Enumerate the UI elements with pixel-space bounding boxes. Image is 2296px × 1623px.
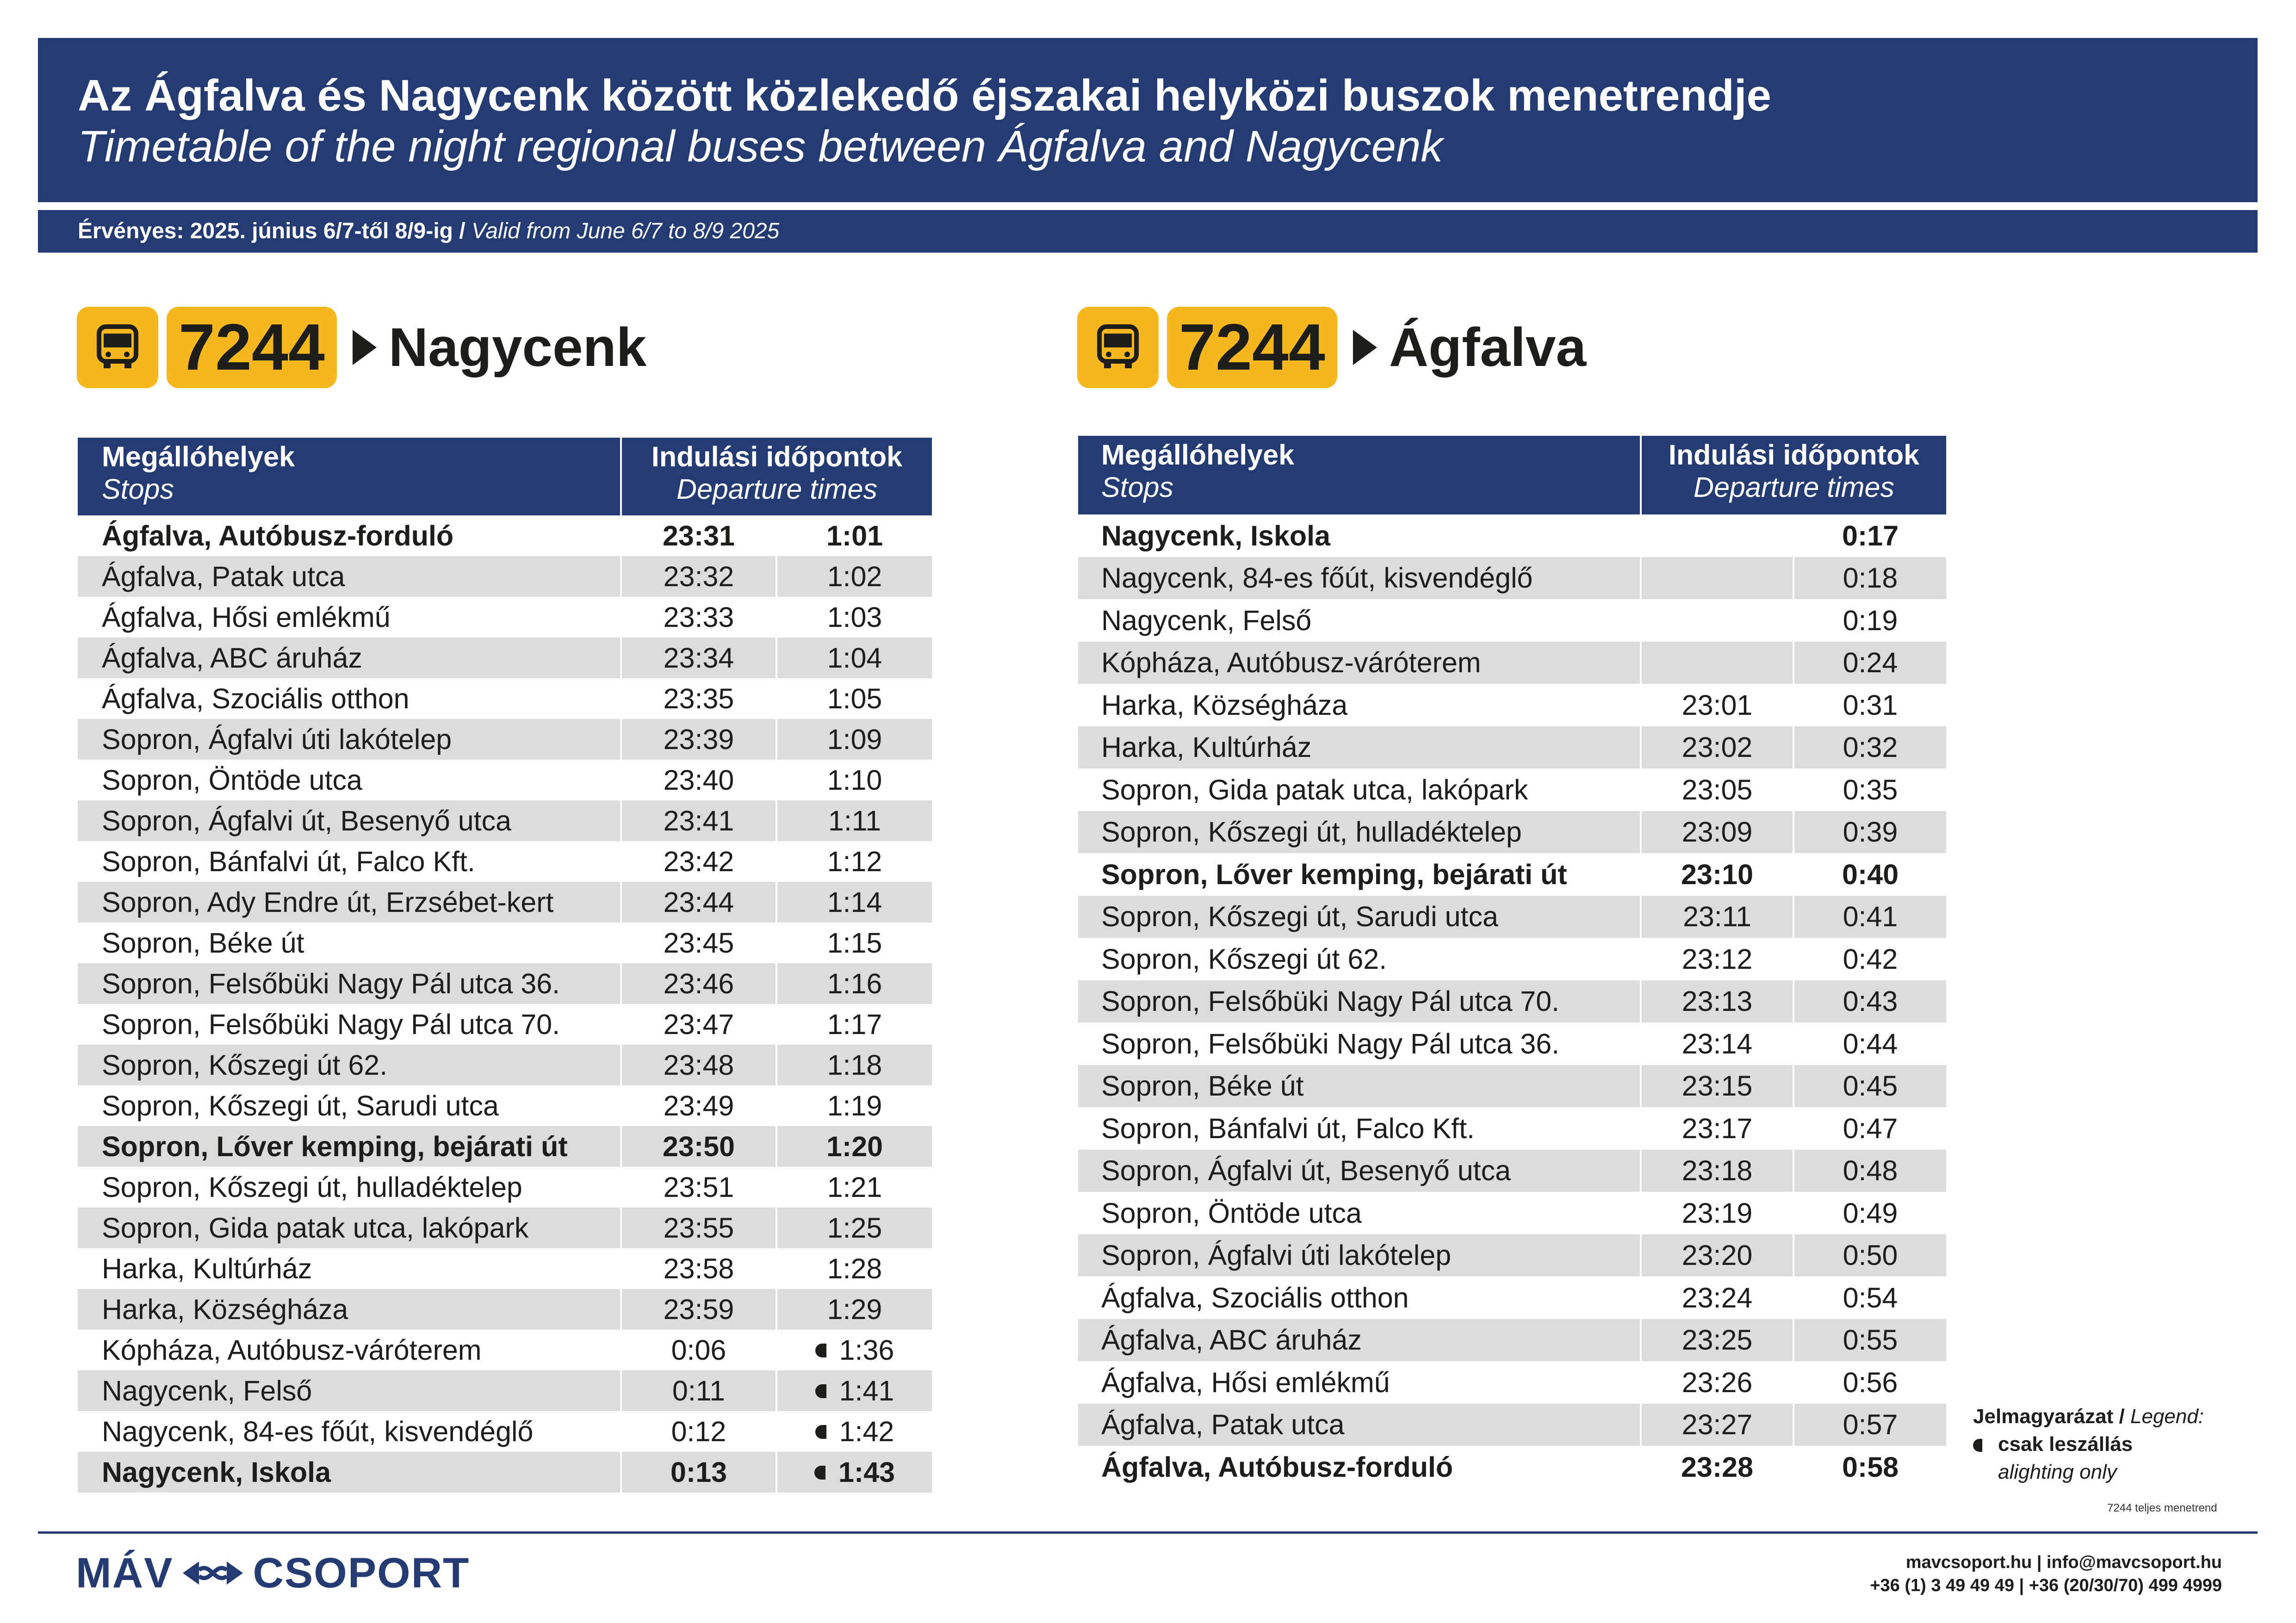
mav-logo: MÁV CSOPORT <box>76 1549 470 1597</box>
time-value: 1:02 <box>827 561 882 592</box>
departure-time-2 <box>776 515 932 556</box>
departure-time-1: 23:46 <box>621 963 776 1004</box>
table-row <box>78 515 932 556</box>
time-value: 1:14 <box>827 886 882 918</box>
stop-name: Ágfalva, Patak utca <box>1078 1404 1641 1446</box>
table-row <box>1078 768 1946 811</box>
table-row <box>1078 1446 1946 1488</box>
departure-time-2 <box>776 556 932 597</box>
stop-name: Sopron, Ady Endre út, Erzsébet-kert <box>78 882 621 923</box>
time-value: 0:57 <box>1843 1409 1898 1441</box>
departure-time-1: 23:01 <box>1641 684 1793 726</box>
table-row <box>78 1045 932 1085</box>
time-value: 1:19 <box>827 1090 882 1121</box>
table-row <box>78 882 932 923</box>
route-number: 7244 <box>167 307 337 388</box>
departure-time-2 <box>1793 1022 1946 1065</box>
table-row <box>1078 1022 1946 1065</box>
departure-time-1: 23:13 <box>1641 980 1793 1023</box>
time-value: 0:17 <box>1842 520 1899 551</box>
departure-time-2 <box>776 1126 932 1167</box>
time-value: 1:28 <box>827 1253 882 1284</box>
time-value: 0:42 <box>1843 943 1898 975</box>
stop-name: Nagycenk, 84-es főút, kisvendéglő <box>1078 557 1641 600</box>
stop-name: Sopron, Béke út <box>1078 1065 1641 1108</box>
legend-title: Jelmagyarázat / Legend: <box>1973 1405 2204 1428</box>
departure-time-1: 23:18 <box>1641 1150 1793 1192</box>
departure-time-2 <box>776 1411 932 1452</box>
table-row <box>1078 1150 1946 1192</box>
departure-time-2 <box>776 882 932 923</box>
route-heading-agfalva <box>1077 307 1586 388</box>
departure-time-1: 23:51 <box>621 1167 776 1208</box>
table-row <box>1078 684 1946 726</box>
stop-name: Sopron, Kőszegi út, Sarudi utca <box>1078 896 1641 938</box>
departure-time-1: 23:11 <box>1641 896 1793 938</box>
column-header-stops: Megállóhelyek Stops <box>1078 436 1641 514</box>
stop-name: Kópháza, Autóbusz-váróterem <box>78 1330 621 1370</box>
legend <box>1973 1403 2204 1486</box>
departure-time-2 <box>1793 514 1946 557</box>
table-row <box>1078 1361 1946 1404</box>
time-value: 0:39 <box>1843 816 1898 848</box>
departure-time-2 <box>776 719 932 760</box>
stop-name: Sopron, Gida patak utca, lakópark <box>1078 768 1641 811</box>
contact-web-email: mavcsoport.hu | info@mavcsoport.hu <box>1905 1553 2222 1572</box>
stop-name: Harka, Kultúrház <box>1078 726 1641 769</box>
table-row <box>1078 1065 1946 1108</box>
time-value: 0:24 <box>1843 647 1898 679</box>
stop-name: Sopron, Felsőbüki Nagy Pál utca 36. <box>1078 1022 1641 1065</box>
time-value: 1:25 <box>827 1212 882 1244</box>
departure-time-1: 23:33 <box>621 597 776 638</box>
stop-name: Sopron, Ágfalvi úti lakótelep <box>78 719 621 760</box>
route-destination: Ágfalva <box>1389 317 1587 378</box>
stop-name: Sopron, Kőszegi út 62. <box>1078 938 1641 980</box>
table-row <box>1078 599 1946 642</box>
departure-time-1: 23:32 <box>621 556 776 597</box>
table-row <box>78 1004 932 1045</box>
title-banner <box>38 38 2258 202</box>
table-row <box>78 800 932 841</box>
stop-name: Sopron, Felsőbüki Nagy Pál utca 70. <box>78 1004 621 1045</box>
time-value: 0:32 <box>1843 731 1898 763</box>
stop-name: Nagycenk, Iskola <box>78 1452 621 1493</box>
table-row <box>1078 1404 1946 1446</box>
departure-time-1: 23:19 <box>1641 1192 1793 1234</box>
bus-icon <box>77 307 158 388</box>
time-value: 1:41 <box>839 1375 894 1406</box>
departure-time-1: 23:41 <box>621 800 776 841</box>
departure-time-1 <box>1641 642 1793 684</box>
time-value: 0:47 <box>1843 1112 1898 1144</box>
departure-time-2 <box>1793 1446 1946 1488</box>
time-value: 1:10 <box>827 764 882 796</box>
stop-name: Sopron, Lőver kemping, bejárati út <box>78 1126 621 1167</box>
departure-time-2 <box>1793 557 1946 600</box>
time-value: 1:42 <box>839 1416 894 1447</box>
time-value: 0:45 <box>1843 1070 1898 1102</box>
alighting-only-icon <box>815 1344 826 1357</box>
footer-divider <box>38 1531 2258 1534</box>
departure-time-2 <box>776 1370 932 1411</box>
stop-name: Sopron, Felsőbüki Nagy Pál utca 70. <box>1078 980 1641 1023</box>
departure-time-1: 23:42 <box>621 841 776 882</box>
table-row <box>1078 980 1946 1023</box>
departure-time-2 <box>1793 896 1946 938</box>
departure-time-1: 23:26 <box>1641 1361 1793 1404</box>
table-row <box>1078 1319 1946 1362</box>
stop-name: Sopron, Kőszegi út, hulladéktelep <box>1078 811 1641 854</box>
departure-time-1 <box>1641 514 1793 557</box>
stop-name: Harka, Községháza <box>1078 684 1641 726</box>
stop-name: Kópháza, Autóbusz-váróterem <box>1078 642 1641 684</box>
time-value: 1:03 <box>827 601 882 633</box>
table-row <box>78 1126 932 1167</box>
departure-time-2 <box>776 963 932 1004</box>
table-row <box>1078 1192 1946 1234</box>
departure-time-2 <box>1793 938 1946 980</box>
departure-time-1: 23:34 <box>621 638 776 678</box>
time-value: 0:56 <box>1843 1366 1898 1398</box>
departure-time-2 <box>776 1045 932 1085</box>
time-value: 0:58 <box>1842 1451 1899 1483</box>
table-row <box>78 1289 932 1330</box>
departure-time-2 <box>1793 980 1946 1023</box>
mav-logo-mark-icon <box>180 1557 245 1589</box>
bus-icon <box>1077 307 1159 388</box>
table-row <box>1078 642 1946 684</box>
table-row <box>78 1248 932 1289</box>
table-row <box>1078 1234 1946 1277</box>
stop-name: Ágfalva, Szociális otthon <box>78 678 621 719</box>
time-value: 1:17 <box>827 1009 882 1040</box>
departure-time-1: 0:06 <box>621 1330 776 1370</box>
table-row <box>78 1452 932 1493</box>
departure-time-1: 23:02 <box>1641 726 1793 769</box>
table-row <box>1078 1107 1946 1150</box>
stop-name: Nagycenk, Felső <box>78 1370 621 1411</box>
departure-time-2 <box>1793 599 1946 642</box>
stop-name: Ágfalva, Hősi emlékmű <box>1078 1361 1641 1404</box>
column-header-times: Indulási időpontok Departure times <box>621 438 932 515</box>
stop-name: Ágfalva, Hősi emlékmű <box>78 597 621 638</box>
column-header-times: Indulási időpontok Departure times <box>1641 436 1946 514</box>
legend-item-alighting: csak leszállás alighting only <box>1973 1431 2204 1486</box>
stop-name: Nagycenk, 84-es főút, kisvendéglő <box>78 1411 621 1452</box>
time-value: 1:20 <box>826 1131 883 1162</box>
stop-name: Harka, Kultúrház <box>78 1248 621 1289</box>
time-value: 0:18 <box>1843 562 1898 594</box>
departure-time-2 <box>1793 853 1946 896</box>
departure-time-1: 23:10 <box>1641 853 1793 896</box>
table-row <box>78 841 932 882</box>
departure-time-2 <box>1793 1404 1946 1446</box>
route-destination: Nagycenk <box>388 317 647 378</box>
departure-time-1: 23:24 <box>1641 1276 1793 1319</box>
departure-time-2 <box>1793 642 1946 684</box>
stop-name: Ágfalva, Autóbusz-forduló <box>78 515 621 556</box>
stop-name: Sopron, Ágfalvi út, Besenyő utca <box>1078 1150 1641 1192</box>
validity-bar <box>38 210 2258 253</box>
table-row <box>1078 726 1946 769</box>
departure-time-1: 23:50 <box>621 1126 776 1167</box>
title-english: Timetable of the night regional buses between Ágfalva and Nagycenk <box>78 122 1443 171</box>
departure-time-1: 23:44 <box>621 882 776 923</box>
time-value: 1:36 <box>839 1334 894 1366</box>
departure-time-2 <box>776 1004 932 1045</box>
table-row <box>78 1370 932 1411</box>
time-value: 0:55 <box>1843 1324 1898 1356</box>
departure-time-2 <box>776 1085 932 1126</box>
time-value: 1:18 <box>827 1049 882 1081</box>
stop-name: Sopron, Kőszegi út, hulladéktelep <box>78 1167 621 1208</box>
departure-time-1: 23:40 <box>621 760 776 800</box>
departure-time-2 <box>776 760 932 800</box>
departure-time-2 <box>1793 811 1946 854</box>
timetable-to-nagycenk <box>78 438 932 1493</box>
departure-time-2 <box>1793 726 1946 769</box>
stop-name: Sopron, Bánfalvi út, Falco Kft. <box>78 841 621 882</box>
direction-arrow-icon <box>1353 330 1377 365</box>
departure-time-1: 23:17 <box>1641 1107 1793 1150</box>
time-value: 0:49 <box>1843 1197 1898 1229</box>
time-value: 0:19 <box>1843 604 1898 636</box>
alighting-only-icon <box>1973 1439 1982 1452</box>
time-value: 1:01 <box>826 520 883 551</box>
time-value: 0:50 <box>1843 1239 1898 1271</box>
table-row <box>1078 896 1946 938</box>
validity-hungarian: Érvényes: 2025. június 6/7-től 8/9-ig / <box>78 219 465 243</box>
departure-time-1: 23:45 <box>621 923 776 963</box>
table-row <box>78 556 932 597</box>
departure-time-1: 23:35 <box>621 678 776 719</box>
time-value: 0:35 <box>1843 774 1898 805</box>
time-value: 1:21 <box>827 1171 882 1203</box>
departure-time-1: 23:20 <box>1641 1234 1793 1277</box>
table-row <box>78 923 932 963</box>
time-value: 1:16 <box>827 968 882 999</box>
stop-name: Ágfalva, Patak utca <box>78 556 621 597</box>
time-value: 1:29 <box>827 1294 882 1325</box>
stop-name: Ágfalva, ABC áruház <box>1078 1319 1641 1362</box>
departure-time-2 <box>776 1208 932 1248</box>
departure-time-1: 23:47 <box>621 1004 776 1045</box>
departure-time-2 <box>776 638 932 678</box>
departure-time-1: 23:58 <box>621 1248 776 1289</box>
table-row <box>78 597 932 638</box>
time-value: 0:41 <box>1843 901 1898 933</box>
column-header-stops: Megállóhelyek Stops <box>78 438 621 515</box>
departure-time-2 <box>1793 1107 1946 1150</box>
stop-name: Ágfalva, Szociális otthon <box>1078 1276 1641 1319</box>
table-row <box>78 1411 932 1452</box>
stop-name: Sopron, Kőszegi út 62. <box>78 1045 621 1085</box>
time-value: 0:43 <box>1843 985 1898 1017</box>
departure-time-1: 23:12 <box>1641 938 1793 980</box>
time-value: 0:48 <box>1843 1155 1898 1187</box>
stop-name: Sopron, Felsőbüki Nagy Pál utca 36. <box>78 963 621 1004</box>
departure-time-2 <box>776 841 932 882</box>
table-row <box>1078 557 1946 600</box>
departure-time-1: 23:31 <box>621 515 776 556</box>
departure-time-1 <box>1641 557 1793 600</box>
departure-time-2 <box>776 1452 932 1493</box>
stop-name: Nagycenk, Iskola <box>1078 514 1641 557</box>
departure-time-2 <box>776 1330 932 1370</box>
time-value: 1:09 <box>827 724 882 755</box>
alighting-only-icon <box>815 1384 826 1398</box>
table-row <box>1078 938 1946 980</box>
alighting-only-icon <box>815 1425 826 1439</box>
departure-time-1: 0:12 <box>621 1411 776 1452</box>
table-row <box>78 963 932 1004</box>
stop-name: Ágfalva, Autóbusz-forduló <box>1078 1446 1641 1488</box>
departure-time-2 <box>1793 1319 1946 1362</box>
table-row <box>78 1330 932 1370</box>
direction-arrow-icon <box>353 330 377 365</box>
stop-name: Sopron, Lőver kemping, bejárati út <box>1078 853 1641 896</box>
departure-time-1: 0:11 <box>621 1370 776 1411</box>
departure-time-1: 23:28 <box>1641 1446 1793 1488</box>
table-row <box>1078 514 1946 557</box>
time-value: 1:05 <box>827 683 882 714</box>
time-value: 0:40 <box>1842 858 1899 890</box>
stop-name: Sopron, Béke út <box>78 923 621 963</box>
time-value: 1:11 <box>828 805 881 836</box>
table-row <box>78 760 932 800</box>
table-row <box>78 719 932 760</box>
stop-name: Sopron, Ágfalvi úti lakótelep <box>1078 1234 1641 1277</box>
timetable-to-agfalva <box>1078 436 1946 1488</box>
table-row <box>1078 811 1946 854</box>
time-value: 1:04 <box>827 642 882 674</box>
departure-time-2 <box>776 1167 932 1208</box>
departure-time-2 <box>1793 768 1946 811</box>
table-row <box>78 1167 932 1208</box>
stop-name: Sopron, Bánfalvi út, Falco Kft. <box>1078 1107 1641 1150</box>
departure-time-1: 23:48 <box>621 1045 776 1085</box>
table-row <box>1078 1276 1946 1319</box>
time-value: 0:54 <box>1843 1282 1898 1313</box>
departure-time-1: 23:25 <box>1641 1319 1793 1362</box>
full-timetable-note: 7244 teljes menetrend <box>2107 1502 2217 1514</box>
departure-time-1: 23:27 <box>1641 1404 1793 1446</box>
departure-time-2 <box>776 597 932 638</box>
departure-time-1: 23:39 <box>621 719 776 760</box>
contact-info <box>1870 1551 2222 1597</box>
departure-time-1: 23:59 <box>621 1289 776 1330</box>
time-value: 0:44 <box>1843 1028 1898 1059</box>
route-heading-nagycenk <box>77 307 646 388</box>
departure-time-2 <box>776 1248 932 1289</box>
departure-time-2 <box>1793 1065 1946 1108</box>
validity-english: Valid from June 6/7 to 8/9 2025 <box>472 219 780 243</box>
time-value: 0:31 <box>1843 689 1898 721</box>
route-number: 7244 <box>1167 307 1337 388</box>
stop-name: Ágfalva, ABC áruház <box>78 638 621 678</box>
departure-time-1: 23:55 <box>621 1208 776 1248</box>
table-row <box>1078 853 1946 896</box>
departure-time-1: 23:49 <box>621 1085 776 1126</box>
stop-name: Harka, Községháza <box>78 1289 621 1330</box>
departure-time-2 <box>776 1289 932 1330</box>
title-hungarian: Az Ágfalva és Nagycenk között közlekedő éjszakai helyközi buszok menetrendje <box>78 71 1771 120</box>
time-value: 1:43 <box>838 1456 895 1488</box>
departure-time-2 <box>776 678 932 719</box>
departure-time-2 <box>1793 1234 1946 1277</box>
table-row <box>78 1208 932 1248</box>
departure-time-1: 0:13 <box>621 1452 776 1493</box>
departure-time-2 <box>1793 1192 1946 1234</box>
stop-name: Sopron, Gida patak utca, lakópark <box>78 1208 621 1248</box>
table-row <box>78 638 932 678</box>
departure-time-2 <box>1793 1361 1946 1404</box>
stop-name: Sopron, Kőszegi út, Sarudi utca <box>78 1085 621 1126</box>
time-value: 1:15 <box>827 927 882 959</box>
stop-name: Nagycenk, Felső <box>1078 599 1641 642</box>
departure-time-2 <box>776 800 932 841</box>
departure-time-2 <box>1793 684 1946 726</box>
time-value: 1:12 <box>827 846 882 877</box>
stop-name: Sopron, Öntöde utca <box>1078 1192 1641 1234</box>
stop-name: Sopron, Öntöde utca <box>78 760 621 800</box>
table-row <box>78 678 932 719</box>
stop-name: Sopron, Ágfalvi út, Besenyő utca <box>78 800 621 841</box>
alighting-only-icon <box>814 1466 825 1480</box>
departure-time-2 <box>1793 1150 1946 1192</box>
departure-time-1: 23:05 <box>1641 768 1793 811</box>
departure-time-2 <box>776 923 932 963</box>
departure-time-1: 23:14 <box>1641 1022 1793 1065</box>
departure-time-1: 23:15 <box>1641 1065 1793 1108</box>
contact-phones: +36 (1) 3 49 49 49 | +36 (20/30/70) 499 4999 <box>1870 1576 2222 1595</box>
departure-time-1: 23:09 <box>1641 811 1793 854</box>
table-row <box>78 1085 932 1126</box>
departure-time-2 <box>1793 1276 1946 1319</box>
departure-time-1 <box>1641 599 1793 642</box>
